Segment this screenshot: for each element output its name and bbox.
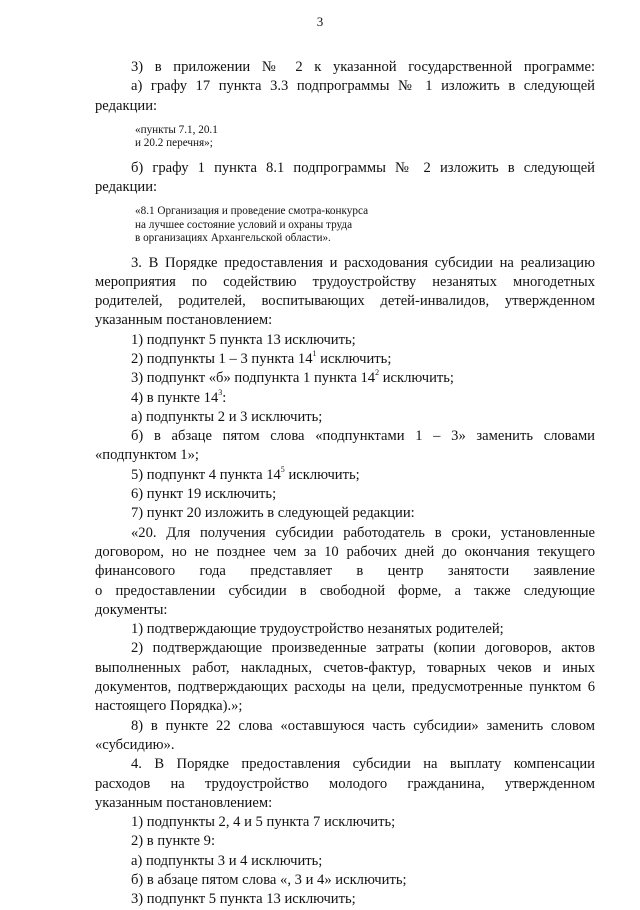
quoted-text [135,205,595,245]
paragraph-line [95,755,595,774]
line-text: документы: [95,601,168,618]
paragraph-line [95,794,595,813]
line-text: «субсидию». [95,736,175,753]
line-text: 7) пункт 20 изложить в следующей редакции: [131,505,415,522]
paragraph-line [95,446,595,465]
line-text: б) графу 1 пункта 8.1 подпрограммы № 2 изложить в следующей [131,159,595,176]
paragraph-line [95,369,595,388]
paragraph-line [95,350,595,369]
paragraph-line [95,77,595,96]
paragraph-line [95,813,595,832]
paragraph-line [95,331,595,350]
line-text: указанным постановлением: [95,312,273,329]
line-text: 4. В Порядке предоставления субсидии на выплату компенсации [131,756,595,773]
line-text: финансового года представляет в центр занятости заявление [95,563,595,580]
paragraph-line [95,485,595,504]
paragraph-line [95,562,595,581]
superscript: 3 [218,387,223,397]
line-text: 4) в пункте 14 [131,389,219,406]
paragraph-line [95,871,595,890]
superscript: 2 [375,368,380,378]
paragraph-line [95,678,595,697]
page-number: 3 [316,14,324,29]
paragraph-line [95,97,595,116]
line-text: редакции: [95,179,158,195]
quoted-line: на лучшее состояние условий и охраны труда [135,218,353,231]
line-text: о предоставлении субсидии в свободной форме, а также следующие [95,582,595,599]
quoted-line: «пункты 7.1, 20.1 [135,123,218,136]
line-text: 1) подтверждающие трудоустройство незанятых родителей; [131,621,504,638]
line-text: мероприятия по содействию трудоустройству незанятых многодетных [95,273,595,290]
line-text: 3) подпункт «б» подпункта 1 пункта 14 [131,370,376,387]
paragraph-line [95,466,595,485]
line-text: документов, подтверждающих расходы на цели, предусмотренные пунктом 6 [95,679,595,696]
line-text: 3) подпункт 5 пункта 13 исключить; [131,891,356,908]
line-text: 1) подпункты 2, 4 и 5 пункта 7 исключить; [131,814,396,831]
line-text: редакции: [95,97,158,114]
line-text: 3) в приложении № 2 к указанной государственной программе: [131,59,595,75]
line-text: 3. В Порядке предоставления и расходования субсидии на реализацию [131,254,595,271]
superscript: 1 [312,349,317,359]
paragraph-line [95,697,595,716]
superscript: 5 [280,464,285,474]
paragraph-line [95,659,595,678]
paragraph-line [95,832,595,851]
line-text: а) подпункты 2 и 3 исключить; [131,408,323,425]
quoted-line: и 20.2 перечня»; [135,137,213,150]
paragraph-line [95,582,595,601]
quoted-line: «8.1 Организация и проведение смотра-конкурса [135,205,369,218]
paragraph-line [95,504,595,523]
paragraph-line [95,890,595,909]
line-text: договором, но не позднее чем за 10 рабочих дней до окончания текущего [95,543,595,560]
line-text: б) в абзаце пятом слова «, 3 и 4» исключить; [131,872,407,889]
line-text-after: : [222,389,227,406]
paragraph-line [95,775,595,794]
line-text: настоящего Порядка).»; [95,698,243,715]
paragraph-line [95,524,595,543]
quoted-text [135,124,595,151]
line-text: 1) подпункт 5 пункта 13 исключить; [131,331,356,348]
paragraph-line [95,852,595,871]
line-text: указанным постановлением: [95,794,273,811]
paragraph-line [95,427,595,446]
line-text: выполненных работ, накладных, счетов-фактур, товарных чеков и иных [95,659,595,676]
paragraph-line [95,254,595,273]
line-text: 2) подтверждающие произведенные затраты (копии договоров, актов [131,640,595,657]
document-body [95,58,595,910]
line-text: 6) пункт 19 исключить; [131,486,277,503]
paragraph-line [95,736,595,755]
paragraph-line [95,273,595,292]
paragraph-line [95,311,595,330]
line-text-after: исключить; [316,351,392,367]
paragraph-line [95,620,595,639]
line-text: «подпунктом 1»; [95,447,199,464]
paragraph-line [95,543,595,562]
line-text-after: исключить; [379,370,454,387]
line-text: «20. Для получения субсидии работодатель в сроки, установленные [131,524,595,541]
line-text: 5) подпункт 4 пункта 14 [131,466,281,483]
line-text: расходов на трудоустройство молодого гражданина, утвержденном [95,775,595,792]
paragraph-line [95,58,595,77]
line-text: 2) в пункте 9: [131,833,216,850]
paragraph-line [95,639,595,658]
paragraph-line [95,408,595,427]
quoted-line: в организациях Архангельской области». [135,232,331,245]
paragraph-line [95,292,595,311]
line-text: родителей, родителей, воспитывающих детей-инвалидов, утвержденном [95,293,595,310]
line-text: 8) в пункте 22 слова «оставшуюся часть субсидии» заменить словом [131,717,595,734]
paragraph-line [95,178,595,197]
paragraph-line [95,601,595,620]
line-text: а) подпункты 3 и 4 исключить; [131,852,323,869]
line-text: б) в абзаце пятом слова «подпунктами 1 – 3» заменить словами [131,428,595,445]
line-text: 2) подпункты 1 – 3 пункта 14 [131,351,313,367]
paragraph-line [95,717,595,736]
line-text-after: исключить; [284,466,360,483]
paragraph-line [95,389,595,408]
line-text: а) графу 17 пункта 3.3 подпрограммы № 1 изложить в следующей [131,78,595,95]
paragraph-line [95,159,595,178]
